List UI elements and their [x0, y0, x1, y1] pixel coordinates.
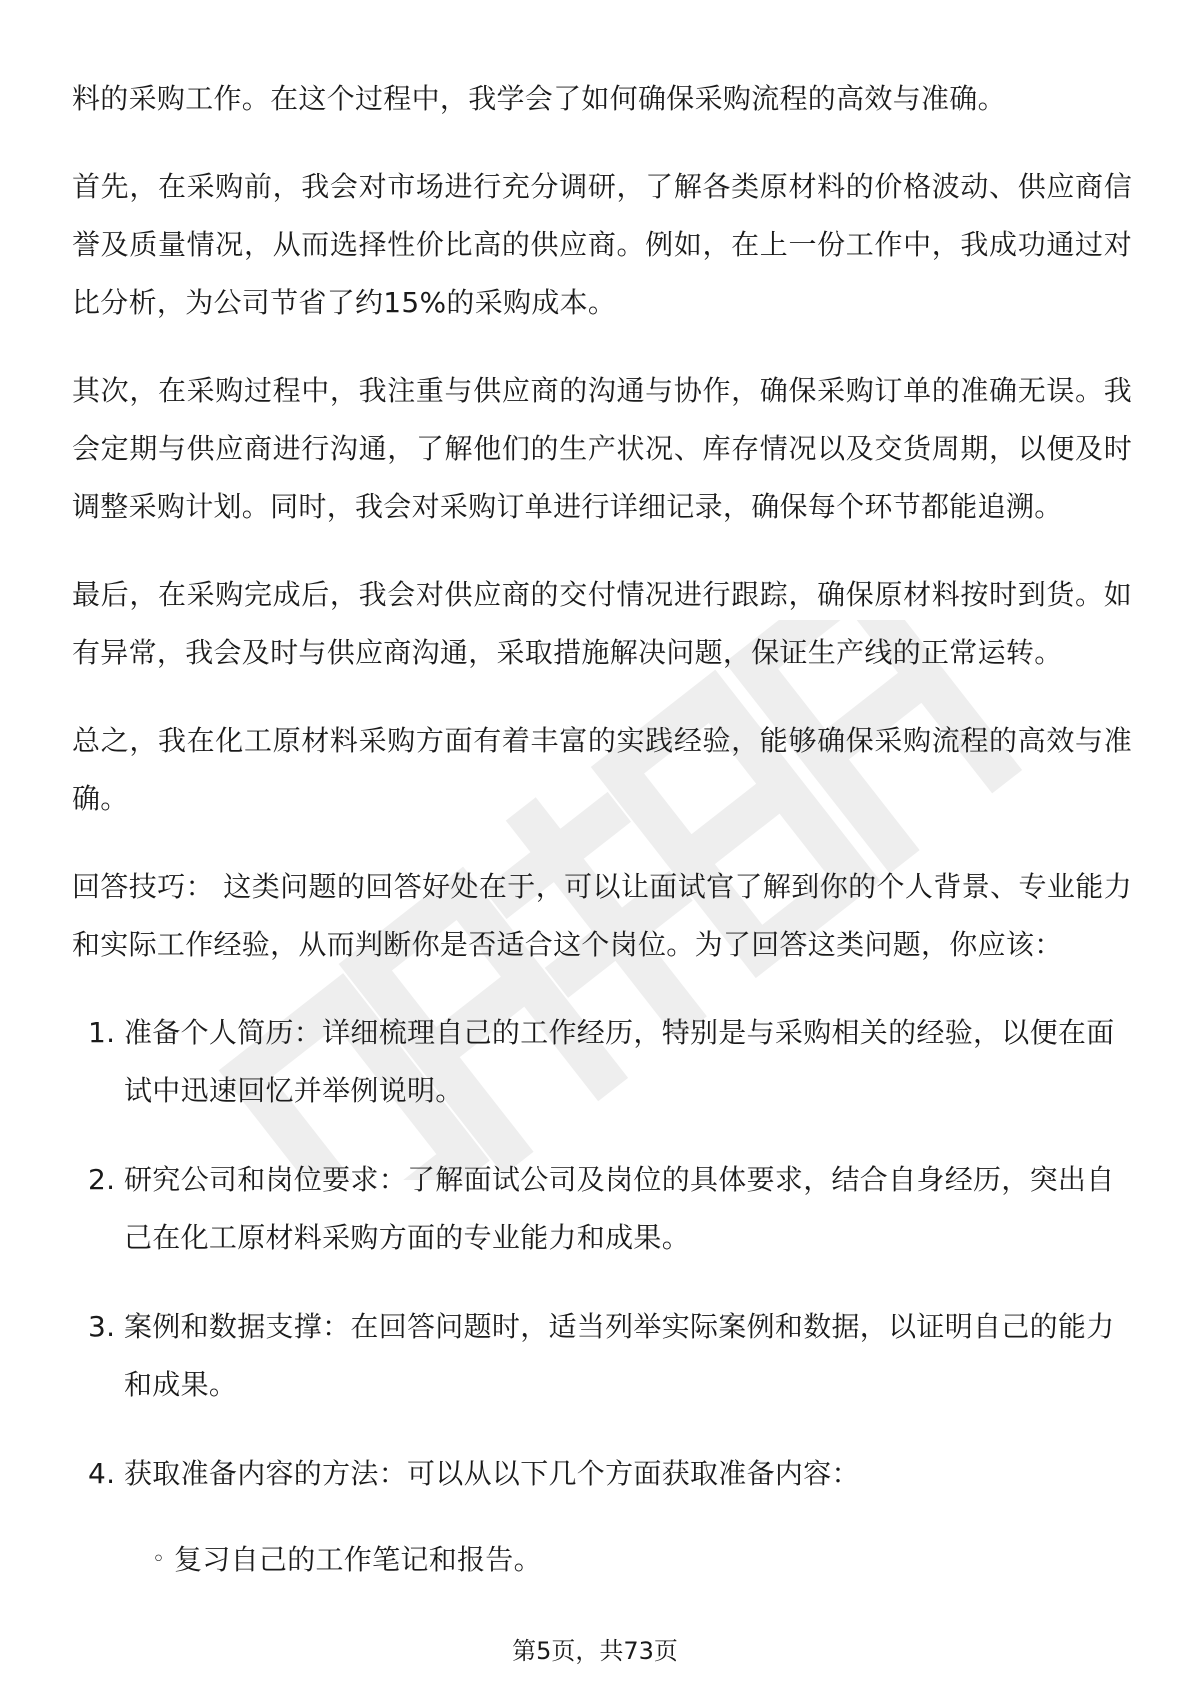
tips-list — [72, 1004, 1132, 1589]
list-item — [72, 1445, 1132, 1589]
document-body — [72, 70, 1132, 1620]
list-item — [72, 1004, 1132, 1120]
paragraph-intro-continuation: 料的采购工作。在这个过程中，我学会了如何确保采购流程的高效与准确。 — [72, 82, 1006, 115]
list-item-text: 研究公司和岗位要求：了解面试公司及岗位的具体要求，结合自身经历，突出自己在化工原材料采购方面的专业能力和成果。 — [124, 1163, 1115, 1254]
list-item-text: 准备个人简历：详细梳理自己的工作经历，特别是与采购相关的经验，以便在面试中迅速回忆并举例说明。 — [124, 1016, 1115, 1107]
paragraph-summary: 总之，我在化工原材料采购方面有着丰富的实践经验，能够确保采购流程的高效与准确。 — [72, 724, 1132, 815]
list-item — [72, 1151, 1132, 1267]
list-number: 3. — [88, 1310, 116, 1343]
paragraph-answer-tips: 回答技巧： 这类问题的回答好处在于，可以让面试官了解到你的个人背景、专业能力和实际工作经验，从而判断你是否适合这个岗位。为了回答这类问题，你应该： — [72, 870, 1132, 961]
paragraph-final-step: 最后，在采购完成后，我会对供应商的交付情况进行跟踪，确保原材料按时到货。如有异常，我会及时与供应商沟通，采取措施解决问题，保证生产线的正常运转。 — [72, 578, 1132, 669]
paragraph-first-step: 首先，在采购前，我会对市场进行充分调研，了解各类原材料的价格波动、供应商信誉及质量情况，从而选择性价比高的供应商。例如，在上一份工作中，我成功通过对比分析，为公司节省了约15%的采购成本。 — [72, 170, 1132, 319]
page-number-footer: 第5页，共73页 — [512, 1637, 678, 1665]
sub-bullet: ◦ — [152, 1547, 166, 1572]
list-item — [72, 1298, 1132, 1414]
list-number: 1. — [88, 1016, 116, 1049]
paragraph-second-step: 其次，在采购过程中，我注重与供应商的沟通与协作，确保采购订单的准确无误。我会定期与供应商进行沟通，了解他们的生产状况、库存情况以及交货周期，以便及时调整采购计划。同时，我会对采购订单进行详细记录，确保每个环节都能追溯。 — [72, 374, 1132, 523]
list-number: 4. — [88, 1457, 116, 1490]
list-item-text: 获取准备内容的方法：可以从以下几个方面获取准备内容： — [124, 1457, 860, 1490]
sub-list-item — [124, 1531, 1132, 1589]
list-number: 2. — [88, 1163, 116, 1196]
sub-list — [124, 1531, 1132, 1589]
list-item-text: 案例和数据支撑：在回答问题时，适当列举实际案例和数据，以证明自己的能力和成果。 — [124, 1310, 1115, 1401]
sub-list-item-text: 复习自己的工作笔记和报告。 — [174, 1543, 542, 1576]
